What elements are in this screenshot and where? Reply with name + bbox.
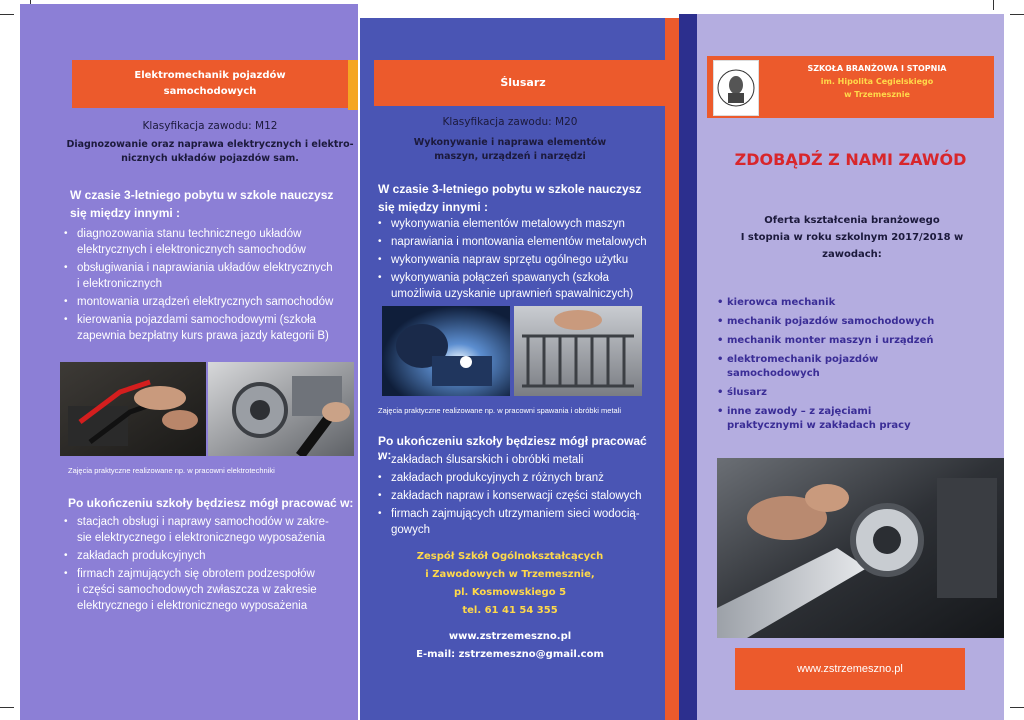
school-address <box>360 548 660 620</box>
orange-divider <box>665 18 679 720</box>
contact-info <box>360 628 660 664</box>
jobs-list <box>378 452 663 540</box>
offer-text <box>707 212 997 263</box>
list-item: • mechanik pojazdów samochodowych <box>717 315 987 329</box>
address-line: tel. 61 41 54 355 <box>462 605 558 616</box>
panel-cover <box>697 14 1004 720</box>
school-logo-icon <box>714 61 758 115</box>
crop-mark <box>1010 14 1024 15</box>
photo-welding <box>382 306 642 396</box>
header-line: Ślusarz <box>500 76 546 89</box>
qualification-line: Diagnozowanie oraz naprawa elektrycznych i elektro- <box>66 139 354 150</box>
intro-text <box>70 186 360 222</box>
email-link[interactable]: E-mail: zstrzemeszno@gmail.com <box>416 649 604 660</box>
headline: ZDOBĄDŹ Z NAMI ZAWÓD <box>734 150 967 169</box>
address-line: i Zawodowych w Trzemesznie, <box>425 569 595 580</box>
list-item: • ślusarz <box>717 386 987 400</box>
qualification <box>360 136 660 164</box>
school-name <box>767 62 987 101</box>
panel-elektromechanik <box>20 4 358 720</box>
offer-line: Oferta kształcenia branżowego <box>764 215 940 226</box>
panel-header <box>374 60 672 106</box>
panel-slusarz <box>360 18 665 720</box>
crop-mark <box>993 0 994 10</box>
list-item: • firmach zajmujących utrzymaniem sieci wodocią- gowych <box>378 506 663 538</box>
photo-car-electrics <box>60 362 354 456</box>
intro-line: W czasie 3-letniego pobytu w szkole nauczysz <box>70 188 334 202</box>
address-line: pl. Kosmowskiego 5 <box>453 587 567 598</box>
classification: Klasyfikacja zawodu: M20 <box>442 116 578 128</box>
school-line: im. Hipolita Cegielskiego <box>820 77 934 86</box>
list-item: • obsługiwania i naprawiania układów elektrycznych i elektronicznych <box>64 260 354 292</box>
intro-line: się między innymi : <box>378 200 489 214</box>
list-item: • wykonywania napraw sprzętu ogólnego użytku <box>378 252 663 268</box>
qualification-line: nicznych układów pojazdów sam. <box>121 153 299 164</box>
school-line: w Trzemesznie <box>844 90 910 99</box>
list-item: • kierowca mechanik <box>717 296 987 310</box>
photo-caption: Zajęcia praktyczne realizowane np. w pracowni spawania i obróbki metali <box>378 406 622 415</box>
list-item: • zakładach ślusarskich i obróbki metali <box>378 452 663 468</box>
crop-mark <box>1010 707 1024 708</box>
address-line: Zespół Szkół Ogólnokształcących <box>416 551 604 562</box>
jobs-list <box>64 514 358 616</box>
intro-line: się między innymi : <box>70 206 181 220</box>
crop-mark <box>0 707 14 708</box>
header-line: Elektromechanik pojazdów <box>134 70 286 81</box>
offer-line: I stopnia w roku szkolnym 2017/2018 w <box>740 232 964 243</box>
school-line: SZKOŁA BRANŻOWA I STOPNIA <box>807 64 947 73</box>
jobs-title: Po ukończeniu szkoły będziesz mógł pracować w: <box>378 434 647 462</box>
list-item: • elektromechanik pojazdów samochodowych <box>717 353 987 381</box>
list-item: • zakładach produkcyjnych z różnych branż <box>378 470 663 486</box>
qualification-line: Wykonywanie i naprawa elementów <box>413 137 607 148</box>
jobs-title: Po ukończeniu szkoły będziesz mógł pracować w: <box>68 496 354 510</box>
list-item: • mechanik monter maszyn i urządzeń <box>717 334 987 348</box>
photo-wrench <box>717 458 1004 638</box>
list-item: • montowania urządzeń elektrycznych samochodów <box>64 294 354 310</box>
offer-line: zawodach: <box>822 249 882 260</box>
list-item: • firmach zajmujących się obrotem podzespołów i części samochodowych zwłaszcza w zakresie elektrycznego i elektronicznego wyposażenia <box>64 566 358 614</box>
list-item: • zakładach napraw i konserwacji części stalowych <box>378 488 663 504</box>
list-item: • wykonywania połączeń spawanych (szkoła umożliwia uzyskanie uprawnień spawalniczych) <box>378 270 663 302</box>
intro-line: W czasie 3-letniego pobytu w szkole nauczysz <box>378 182 642 196</box>
website-button[interactable]: www.zstrzemeszno.pl <box>735 648 965 690</box>
list-item: • naprawiania i montowania elementów metalowych <box>378 234 663 250</box>
skills-list <box>378 216 663 304</box>
crop-mark <box>0 14 14 15</box>
skills-list <box>64 226 354 346</box>
school-logo <box>713 60 759 116</box>
website-link[interactable]: www.zstrzemeszno.pl <box>448 631 572 642</box>
photo-caption: Zajęcia praktyczne realizowane np. w pracowni elektrotechniki <box>68 466 275 475</box>
orange-strip <box>348 60 358 110</box>
list-item: • stacjach obsługi i naprawy samochodów w zakre- sie elektrycznego i elektronicznego wyposażenia <box>64 514 358 546</box>
qualification-line: maszyn, urządzeń i narzędzi <box>434 151 586 162</box>
list-item: • wykonywania elementów metalowych maszyn <box>378 216 663 232</box>
list-item: • inne zawody – z zajęciami praktycznymi w zakładach pracy <box>717 405 987 433</box>
intro-text <box>378 180 663 216</box>
panel-header <box>72 60 348 108</box>
list-item: • kierowania pojazdami samochodowymi (szkoła zapewnia bezpłatny kurs prawa jazdy kategorii B) <box>64 312 354 344</box>
list-item: • zakładach produkcyjnych <box>64 548 358 564</box>
qualification <box>50 138 370 166</box>
classification: Klasyfikacja zawodu: M12 <box>142 120 278 132</box>
professions-list <box>717 296 987 438</box>
dark-divider <box>679 14 697 720</box>
list-item: • diagnozowania stanu technicznego układów elektrycznych i elektronicznych samochodów <box>64 226 354 258</box>
header-line: samochodowych <box>163 86 257 97</box>
